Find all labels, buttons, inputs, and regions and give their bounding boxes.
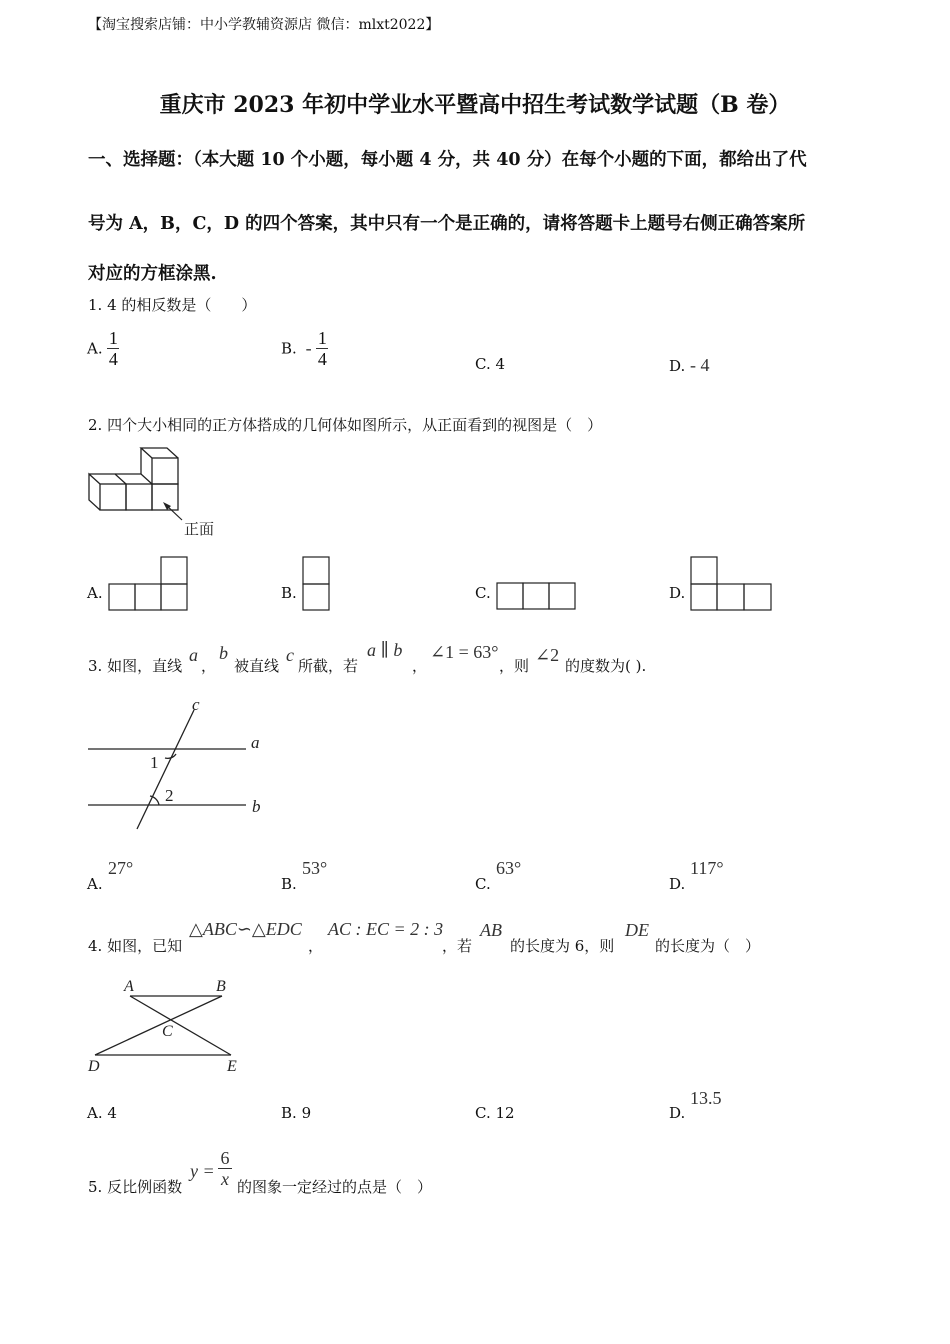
segment-ab: AB <box>480 920 502 940</box>
q3-option-b-value: 53° <box>302 858 328 878</box>
option-label: A. <box>87 1104 103 1122</box>
label-1: 1 <box>150 753 159 772</box>
question-2-stem: 2. 四个大小相同的正方体搭成的几何体如图所示，从正面看到的视图是（ ） <box>88 416 603 434</box>
parallel-lines-figure <box>86 692 276 834</box>
section-heading-line1: 一、选择题：（本大题 10 个小题，每小题 4 分，共 40 分）在每个小题的下面，都给出了代 <box>88 150 807 170</box>
var-b: b <box>219 643 228 663</box>
comma: ， <box>201 657 217 675</box>
y-equals: y = <box>190 1161 215 1181</box>
front-label: 正面 <box>184 522 215 538</box>
question-4-stem-part1: 4. 如图，已知 <box>88 937 183 955</box>
question-4-stem-part2: ，若 <box>442 937 473 955</box>
option-value: - 4 <box>690 355 710 375</box>
q2-option-d-label[interactable]: D. <box>669 584 686 602</box>
numerator: 1 <box>108 328 118 348</box>
q3-option-a-label[interactable]: A. <box>87 875 103 893</box>
option-value: 4 <box>107 1104 117 1122</box>
section-heading-line3: 对应的方框涂黑. <box>88 264 217 284</box>
label-c: c <box>192 695 200 714</box>
question-5-stem-part1: 5. 反比例函数 <box>88 1178 183 1196</box>
q4-option-b[interactable] <box>281 1104 311 1122</box>
label-a: a <box>251 733 260 752</box>
label-E: E <box>227 1058 237 1075</box>
question-3-stem-part4: ，则 <box>499 657 530 675</box>
question-3-stem-part1: 3. 如图，直线 <box>88 657 183 675</box>
label-B: B <box>216 978 226 995</box>
question-4-stem-part4: 的长度为（ ） <box>655 937 761 955</box>
angle-1-arc <box>165 754 176 758</box>
comma: ， <box>412 657 428 675</box>
angle2-expr: ∠2 <box>535 645 560 665</box>
section-heading-line2: 号为 A，B，C，D 的四个答案，其中只有一个是正确的，请将答题卡上题号右侧正确答案所 <box>88 214 806 234</box>
var-a: a <box>189 645 198 665</box>
q2-option-a-label[interactable]: A. <box>87 584 103 602</box>
numerator: 1 <box>317 328 327 348</box>
question-3-stem-part5: 的度数为( ). <box>565 657 647 675</box>
fraction <box>316 328 328 369</box>
minus-sign: - <box>305 338 312 358</box>
option-label: D. <box>669 357 686 375</box>
fraction-6-over-x <box>218 1148 232 1189</box>
q4-option-d-value: 13.5 <box>690 1088 722 1108</box>
q2-option-d-view <box>690 556 774 612</box>
option-label: B. <box>281 339 297 358</box>
denominator: x <box>221 1169 229 1189</box>
denominator: 4 <box>317 349 327 369</box>
q1-option-a[interactable] <box>87 328 119 369</box>
comma: ， <box>308 937 324 955</box>
ratio-expr: AC : EC = 2 : 3 <box>328 919 444 939</box>
q2-option-b-label[interactable]: B. <box>281 584 297 602</box>
option-value: 4 <box>495 355 506 373</box>
q3-option-b-label[interactable]: B. <box>281 875 297 893</box>
option-value: 9 <box>301 1104 312 1122</box>
q4-option-a[interactable] <box>87 1104 117 1122</box>
angle1-expr: ∠1 = 63° <box>430 642 499 662</box>
question-4-stem-part3: 的长度为 6，则 <box>510 937 615 955</box>
label-A: A <box>124 978 134 995</box>
option-label: B. <box>281 1104 297 1122</box>
cube-solid-figure <box>86 444 226 540</box>
option-label: C. <box>475 1104 491 1122</box>
q3-option-c-value: 63° <box>496 858 522 878</box>
option-label: C. <box>475 355 491 373</box>
label-2: 2 <box>165 786 174 805</box>
similar-expr: △ABC∽△EDC <box>189 919 302 939</box>
q4-option-d-label[interactable]: D. <box>669 1104 686 1122</box>
label-b: b <box>252 797 261 816</box>
question-1-stem: 1. 4 的相反数是（ ） <box>88 296 257 314</box>
q2-option-c-label[interactable]: C. <box>475 584 491 602</box>
question-3-stem-part3: 所截，若 <box>298 657 359 675</box>
question-3-stem-part2: 被直线 <box>234 657 280 675</box>
option-label: A. <box>87 339 103 358</box>
q1-option-b[interactable] <box>281 328 328 369</box>
q3-option-c-label[interactable]: C. <box>475 875 491 893</box>
label-D: D <box>88 1058 100 1075</box>
numerator: 6 <box>220 1148 230 1168</box>
q2-option-a-view <box>108 556 190 612</box>
line-c <box>137 710 194 829</box>
var-c: c <box>286 645 294 665</box>
segment-de: DE <box>625 920 649 940</box>
q3-option-d-label[interactable]: D. <box>669 875 686 893</box>
q1-option-c[interactable] <box>475 355 505 373</box>
page-title: 重庆市 2023 年初中学业水平暨高中招生考试数学试题（B 卷） <box>159 92 791 118</box>
fraction <box>107 328 119 369</box>
header-note: 【淘宝搜索店铺：中小学教辅资源店 微信：mlxt2022】 <box>88 17 440 33</box>
similar-triangles-figure <box>86 974 246 1076</box>
denominator: 4 <box>108 349 118 369</box>
parallel-expr: a ∥ b <box>367 640 403 660</box>
question-5-stem-part2: 的图象一定经过的点是（ ） <box>237 1178 433 1196</box>
q3-option-a-value: 27° <box>108 858 134 878</box>
option-value: 12 <box>495 1104 515 1122</box>
front-arrow <box>163 502 182 520</box>
label-C: C <box>162 1023 173 1040</box>
q3-option-d-value: 117° <box>690 858 724 878</box>
q1-option-d[interactable] <box>669 355 710 376</box>
q2-option-b-view <box>302 556 332 612</box>
q4-option-c[interactable] <box>475 1104 515 1122</box>
q2-option-c-view <box>496 582 578 612</box>
